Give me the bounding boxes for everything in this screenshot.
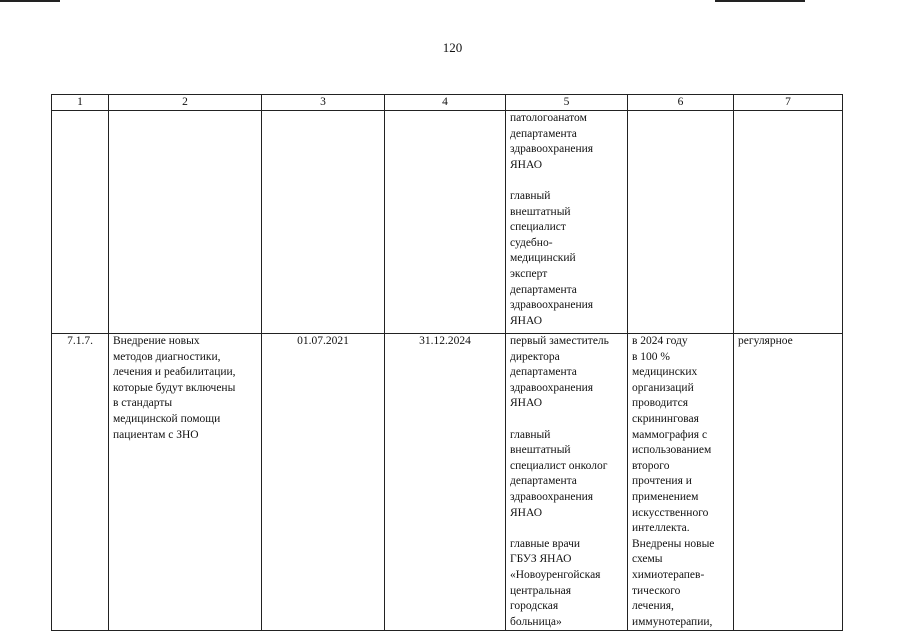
top-rule — [0, 0, 60, 2]
header-cell: 1 — [52, 95, 109, 111]
header-cell: 5 — [506, 95, 628, 111]
end-date-cell — [385, 111, 506, 334]
type-cell — [734, 111, 843, 334]
row-number-cell — [52, 111, 109, 334]
measure-cell — [109, 111, 262, 334]
table-header-row — [52, 95, 843, 111]
header-cell: 7 — [734, 95, 843, 111]
responsible-cell: первый заместитель директора департамента здравоохранения ЯНАО главный внештатный специалист онколог департамента здравоохранения ЯНАО главные врачи ГБУЗ ЯНАО «Новоуренгойская центральная городская больница» — [506, 334, 628, 631]
end-date-cell: 31.12.2024 — [385, 334, 506, 631]
table-row — [52, 111, 843, 334]
start-date-cell: 01.07.2021 — [262, 334, 385, 631]
measures-table — [51, 94, 843, 631]
result-cell — [628, 111, 734, 334]
measure-cell: Внедрение новых методов диагностики, лечения и реабилитации, которые будут включены в стандарты медицинской помощи пациентам с ЗНО — [109, 334, 262, 631]
header-cell: 2 — [109, 95, 262, 111]
table-row — [52, 334, 843, 631]
header-cell: 4 — [385, 95, 506, 111]
page-number: 120 — [442, 40, 463, 55]
type-cell: регулярное — [734, 334, 843, 631]
result-cell: в 2024 году в 100 % медицинских организаций проводится скрининговая маммография с использованием второго прочтения и применением искусственного интеллекта. Внедрены новые схемы химиотерапев- тического лечения, иммунотерапии, — [628, 334, 734, 631]
header-cell: 3 — [262, 95, 385, 111]
row-number-cell: 7.1.7. — [52, 334, 109, 631]
start-date-cell — [262, 111, 385, 334]
top-rule — [715, 0, 805, 2]
responsible-cell: патологоанатом департамента здравоохранения ЯНАО главный внештатный специалист судебно- медицинский эксперт департамента здравоохранения ЯНАО — [506, 111, 628, 334]
header-cell: 6 — [628, 95, 734, 111]
